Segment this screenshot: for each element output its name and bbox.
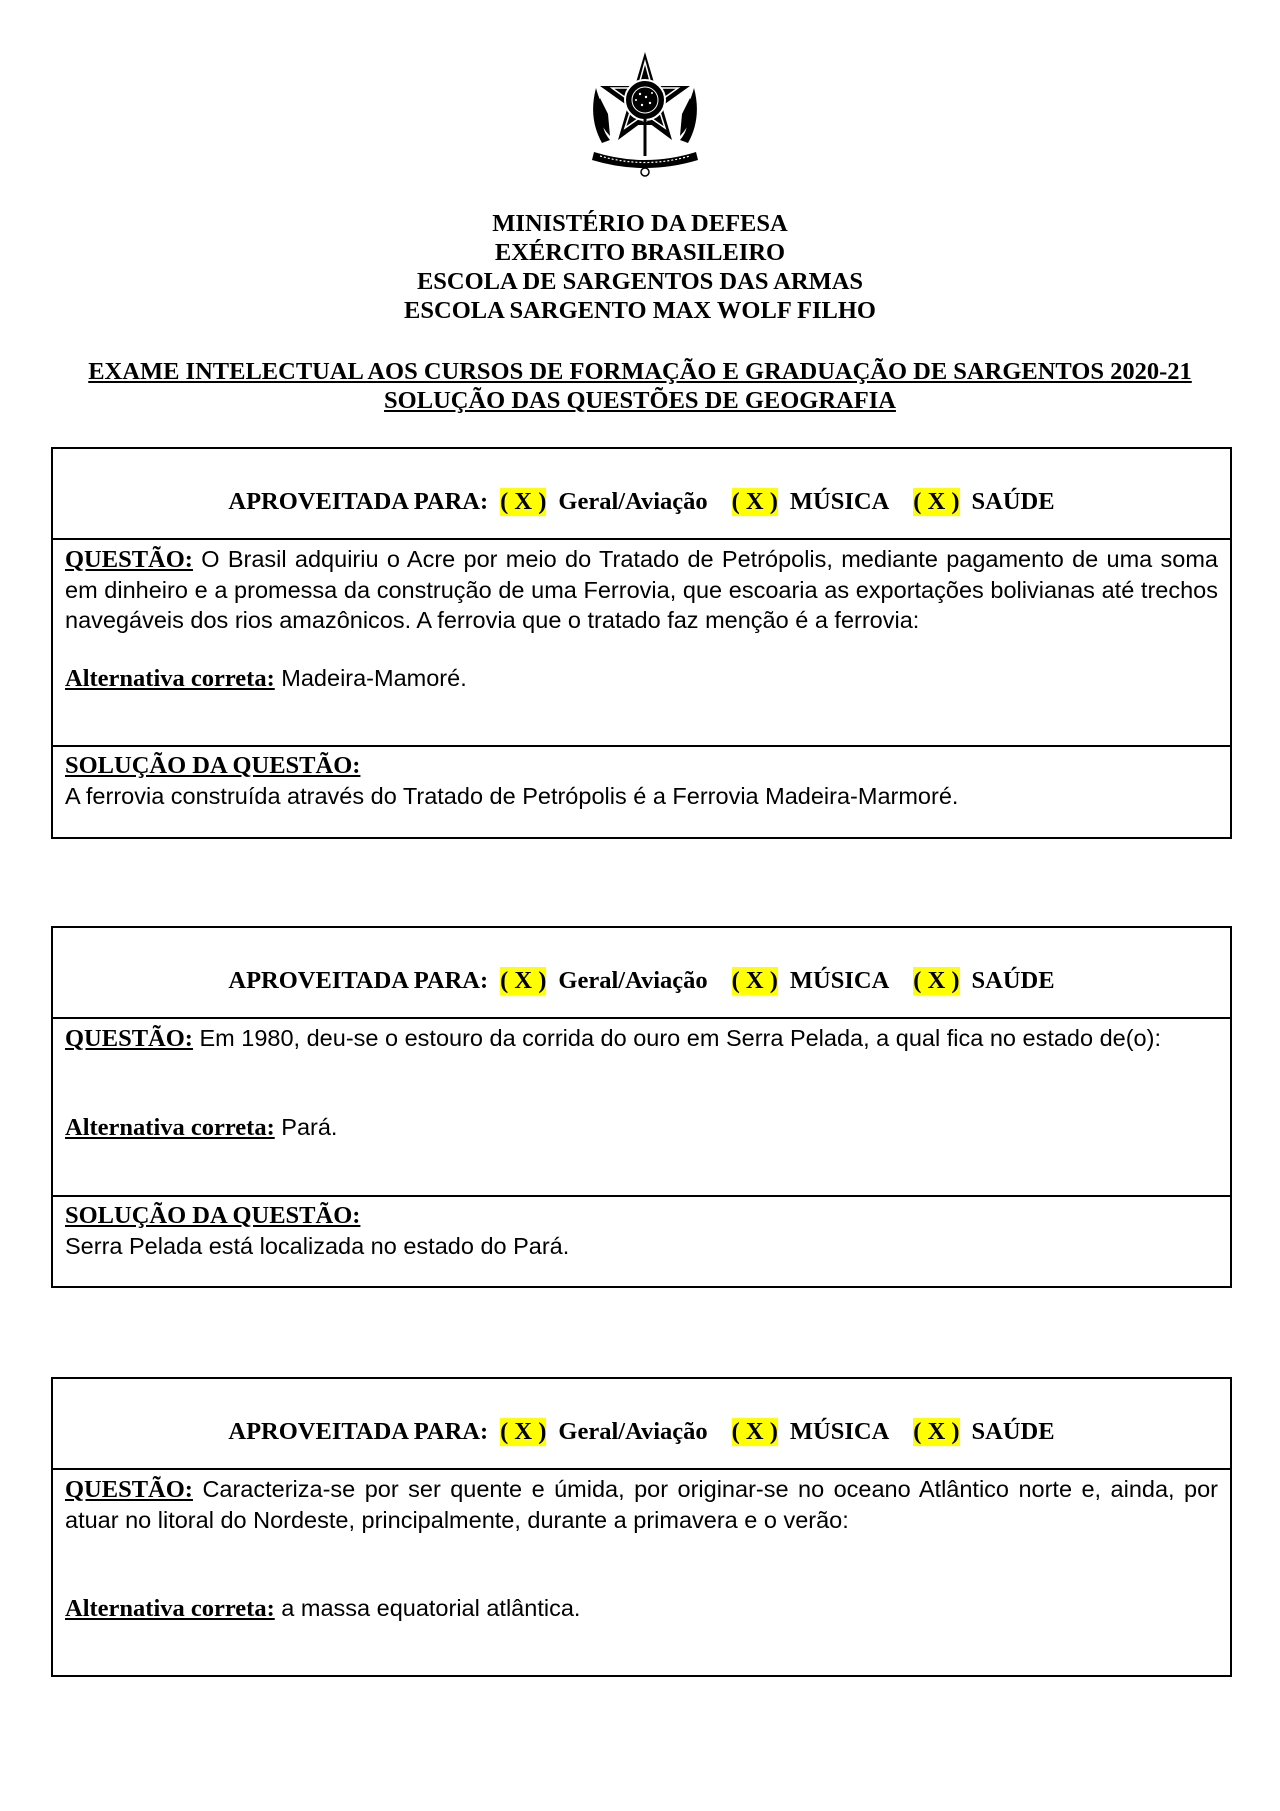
answer-text: Madeira-Mamoré. bbox=[281, 665, 467, 691]
aproveitada-row bbox=[53, 928, 1230, 1019]
answer-block bbox=[65, 663, 1218, 694]
aproveitada-label: APROVEITADA PARA: bbox=[228, 1418, 489, 1445]
mark-musica: ( X ) bbox=[731, 488, 778, 515]
answer-block bbox=[65, 1593, 1218, 1624]
mark-saude: ( X ) bbox=[913, 488, 960, 515]
mark-musica: ( X ) bbox=[731, 967, 778, 994]
question-text: Em 1980, deu-se o estouro da corrida do ouro em Serra Pelada, a qual fica no estado de(o): bbox=[199, 1025, 1161, 1051]
exam-title: EXAME INTELECTUAL AOS CURSOS DE FORMAÇÃO E GRADUAÇÃO DE SARGENTOS 2020-21 bbox=[88, 358, 1192, 385]
solution-row bbox=[53, 1197, 1230, 1261]
musica-label: MÚSICA bbox=[789, 967, 890, 994]
aproveitada-label: APROVEITADA PARA: bbox=[228, 488, 489, 515]
question-row bbox=[53, 540, 1230, 747]
question-text-block bbox=[65, 1474, 1218, 1535]
questao-label: QUESTÃO: bbox=[65, 1476, 193, 1503]
geral-aviacao-label: Geral/Aviação bbox=[558, 1418, 708, 1445]
solution-row bbox=[53, 747, 1230, 811]
aproveitada-label: APROVEITADA PARA: bbox=[228, 967, 489, 994]
solution-text: A ferrovia construída através do Tratado de Petrópolis é a Ferrovia Madeira-Marmoré. bbox=[65, 783, 959, 809]
questao-label: QUESTÃO: bbox=[65, 1025, 193, 1052]
question-row bbox=[53, 1470, 1230, 1624]
question-box-3 bbox=[51, 1377, 1232, 1677]
solucao-label: SOLUÇÃO DA QUESTÃO: bbox=[65, 1202, 361, 1229]
musica-label: MÚSICA bbox=[789, 1418, 890, 1445]
question-text-block bbox=[65, 544, 1218, 635]
geral-aviacao-label: Geral/Aviação bbox=[558, 488, 708, 515]
saude-label: SAÚDE bbox=[971, 1418, 1055, 1445]
brazil-coat-of-arms-emblem bbox=[580, 48, 710, 178]
questao-label: QUESTÃO: bbox=[65, 546, 193, 573]
saude-label: SAÚDE bbox=[971, 488, 1055, 515]
exam-title-block bbox=[0, 357, 1280, 415]
header-line-school: ESCOLA DE SARGENTOS DAS ARMAS bbox=[416, 268, 864, 295]
mark-saude: ( X ) bbox=[913, 1418, 960, 1445]
question-box-2 bbox=[51, 926, 1232, 1288]
header-line-army: EXÉRCITO BRASILEIRO bbox=[494, 239, 786, 266]
musica-label: MÚSICA bbox=[789, 488, 890, 515]
question-text: Caracteriza-se por ser quente e úmida, por originar-se no oceano Atlântico norte e, ainda, por atuar no litoral do Nordeste, principalmente, durante a primavera e o verão: bbox=[65, 1476, 1218, 1533]
header-line-ministry: MINISTÉRIO DA DEFESA bbox=[492, 210, 788, 237]
alternativa-label: Alternativa correta: bbox=[65, 1114, 275, 1141]
aproveitada-row bbox=[53, 449, 1230, 540]
aproveitada-row bbox=[53, 1379, 1230, 1470]
mark-musica: ( X ) bbox=[731, 1418, 778, 1445]
question-row bbox=[53, 1019, 1230, 1197]
answer-block bbox=[65, 1112, 1218, 1143]
question-box-1 bbox=[51, 447, 1232, 839]
geral-aviacao-label: Geral/Aviação bbox=[558, 967, 708, 994]
question-text: O Brasil adquiriu o Acre por meio do Tratado de Petrópolis, mediante pagamento de uma soma em dinheiro e a promessa da construção de uma Ferrovia, que escoaria as exportações bolivianas até trechos navegáveis dos rios amazônicos. A ferrovia que o tratado faz menção é a ferrovia: bbox=[65, 546, 1219, 633]
mark-geral: ( X ) bbox=[500, 488, 547, 515]
mark-geral: ( X ) bbox=[500, 967, 547, 994]
answer-text: a massa equatorial atlântica. bbox=[281, 1595, 581, 1621]
mark-saude: ( X ) bbox=[913, 967, 960, 994]
alternativa-label: Alternativa correta: bbox=[65, 1595, 275, 1622]
header-line-school-name: ESCOLA SARGENTO MAX WOLF FILHO bbox=[404, 297, 876, 324]
question-text-block bbox=[65, 1023, 1218, 1054]
solucao-label: SOLUÇÃO DA QUESTÃO: bbox=[65, 752, 361, 779]
institution-header bbox=[0, 209, 1280, 325]
mark-geral: ( X ) bbox=[500, 1418, 547, 1445]
alternativa-label: Alternativa correta: bbox=[65, 665, 275, 692]
answer-text: Pará. bbox=[281, 1114, 338, 1140]
solution-text: Serra Pelada está localizada no estado do Pará. bbox=[65, 1233, 570, 1259]
saude-label: SAÚDE bbox=[971, 967, 1055, 994]
exam-subtitle: SOLUÇÃO DAS QUESTÕES DE GEOGRAFIA bbox=[384, 387, 896, 414]
